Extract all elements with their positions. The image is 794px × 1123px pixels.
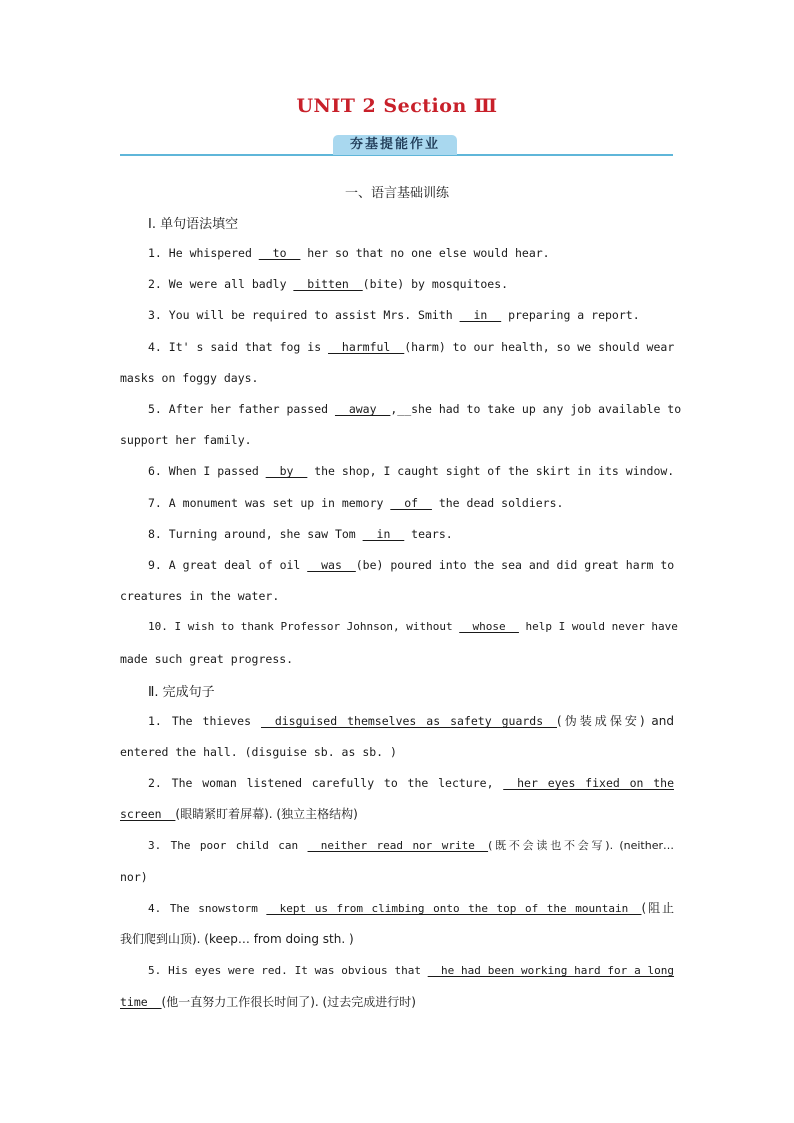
question-4-continued: masks on foggy days. [120,371,259,385]
answer-blank: __in__ [362,527,405,541]
sentence-3: 3. The poor child can __neither read nor write__(既不会读也不会写). (neither… [148,839,674,852]
answer-blank: __kept us from climbing onto the top of the mountain__ [266,902,642,915]
sentence-5: 5. His eyes were red. It was obvious that __he had been working hard for a long [148,964,675,977]
answer-blank: __was__ [307,558,356,572]
part2-heading: Ⅱ. 完成句子 [148,685,215,700]
answer-blank: __whose__ [459,620,519,633]
answer-blank: __bitten__ [293,277,363,291]
answer-blank: time__ [120,995,162,1009]
sentence-2: 2. The woman listened carefully to the lecture, __her eyes fixed on the [148,776,674,790]
question-7: 7. A monument was set up in memory __of__ the dead soldiers. [148,496,564,510]
answer-blank: __disguised themselves as safety guards__ [260,714,557,728]
question-5: 5. After her father passed __away__,__she had to take up any job available to [148,402,682,416]
answer-blank: __in__ [459,308,502,322]
question-6: 6. When I passed __by__ the shop, I caught sight of the skirt in its window. [148,464,675,478]
sentence-3-continued: nor) [120,870,148,884]
question-9-continued: creatures in the water. [120,589,280,603]
answer-blank: screen__ [120,807,176,821]
section-banner: 夯基提能作业 [333,135,457,155]
question-9: 9. A great deal of oil __was__(be) poured into the sea and did great harm to [148,558,675,572]
sentence-1: 1. The thieves __disguised themselves as safety guards__(伪装成保安) and [148,714,674,728]
sentence-4: 4. The snowstorm __kept us from climbing onto the top of the mountain__(阻止 [148,901,675,915]
answer-blank: __harmful__ [328,340,405,354]
page-title: UNIT 2 Section Ⅲ [296,95,498,117]
section-heading: 一、语言基础训练 [344,186,449,201]
sentence-5-continued: time__(他一直努力工作很长时间了). (过去完成进行时) [120,995,416,1009]
question-10: 10. I wish to thank Professor Johnson, without __whose__ help I would never have [148,620,678,633]
answer-blank: __of__ [390,496,432,510]
answer-blank: __to__ [258,246,301,260]
question-4: 4. It' s said that fog is __harmful__(harm) to our health, so we should wear [148,340,675,354]
sentence-4-continued: 我们爬到山顶). (keep… from doing sth. ) [120,932,354,946]
sentence-2-continued: screen__(眼睛紧盯着屏幕). (独立主格结构) [120,807,358,821]
question-8: 8. Turning around, she saw Tom __in__ tears. [148,527,453,541]
question-10-continued: made such great progress. [120,652,294,666]
sentence-1-continued: entered the hall. (disguise sb. as sb. ) [120,745,397,759]
question-2: 2. We were all badly __bitten__(bite) by mosquitoes. [148,277,509,291]
question-5-continued: support her family. [120,433,252,447]
part1-heading: Ⅰ. 单句语法填空 [148,217,239,232]
answer-blank: __away__ [334,402,391,416]
answer-blank: __her eyes fixed on the [503,776,674,790]
question-1: 1. He whispered __to__ her so that no one else would hear. [148,246,550,260]
question-3: 3. You will be required to assist Mrs. Smith __in__ preparing a report. [148,308,640,322]
answer-blank: __neither read nor write__ [307,839,489,852]
answer-blank: __he had been working hard for a long [427,964,675,977]
answer-blank: __by__ [265,464,308,478]
